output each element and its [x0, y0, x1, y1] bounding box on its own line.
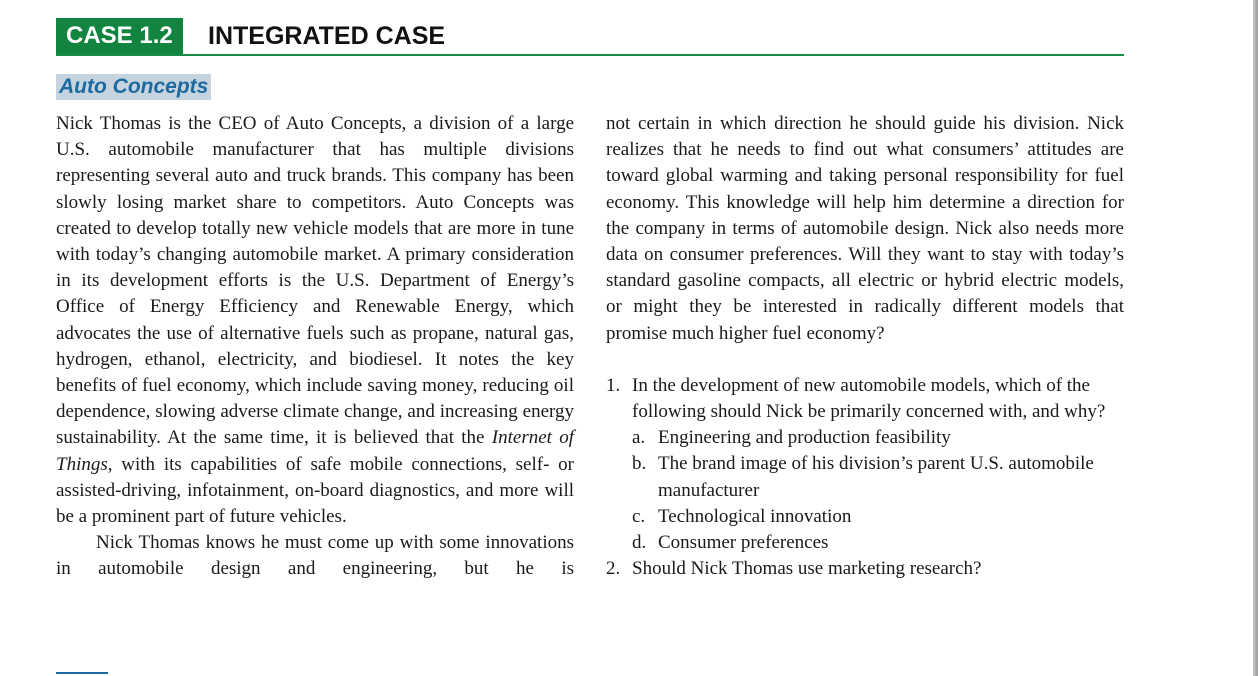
option-text: Consumer preferences [658, 532, 829, 554]
body-paragraph: Nick Thomas knows he must come up with some innovations in automobile design and engineering, but he is [56, 532, 574, 580]
question-item [606, 373, 1124, 556]
option-item [632, 425, 1124, 451]
option-item [632, 504, 1124, 530]
body-paragraph-continued: not certain in which direction he should guide his division. Nick realizes that he needs to find out what consumers’ attitudes are toward global warming and taking personal responsibility for fuel economy. This knowledge will help him determine a direction for the company in terms of automobile design. Nick also needs more data on consumer preferences. Will they want to stay with today’s standard gasoline compacts, all electric or hybrid electric models, or might they be interested in radically different models that promise much higher fuel economy? [606, 113, 1124, 344]
right-column [606, 111, 1124, 582]
case-type-title: INTEGRATED CASE [208, 22, 446, 50]
question-item [606, 556, 1124, 582]
option-letter: c. [632, 505, 646, 527]
paragraph-text: , with its capabilities of safe mobile connections, self- or assisted-driving, infotainment, on-board diagnostics, and more will be a prominent part of future vehicles. [56, 453, 574, 528]
question-number: 2. [606, 558, 621, 580]
answer-options [632, 425, 1124, 556]
question-number: 1. [606, 374, 621, 396]
body-paragraph [56, 111, 574, 530]
case-header [56, 18, 1124, 56]
next-heading-fragment [56, 668, 116, 676]
left-column [56, 111, 574, 583]
option-letter: b. [632, 453, 647, 475]
viewer-scrollbar-edge[interactable] [1253, 0, 1258, 676]
paragraph-text: Nick Thomas is the CEO of Auto Concepts, a division of a large U.S. automobile manufacturer that has multiple divisions representing several auto and truck brands. This company has been slowly losing market share to competitors. Auto Concepts was created to develop totally new vehicle models that are more in tune with today’s changing automobile market. A primary consideration in its development efforts is the U.S. Department of Energy’s Office of Energy Efficiency and Renewable Energy, which advocates the use of alternative fuels such as propane, natural gas, hydrogen, ethanol, electricity, and biodiesel. It notes the key benefits of fuel economy, which include saving money, reducing oil dependence, slowing adverse climate change, and increasing energy sustainability. At the same time, it is believed that the [56, 113, 574, 449]
option-letter: d. [632, 532, 647, 554]
question-text: In the development of new automobile models, which of the following should Nick be primarily concerned with, and why? [632, 374, 1106, 423]
case-number-badge: CASE 1.2 [56, 18, 183, 54]
option-item [632, 451, 1124, 503]
option-text: The brand image of his division’s parent U.S. automobile manufacturer [658, 453, 1094, 501]
question-text: Should Nick Thomas use marketing research? [632, 558, 982, 580]
option-letter: a. [632, 427, 646, 449]
option-text: Engineering and production feasibility [658, 427, 951, 449]
question-body [632, 373, 1124, 556]
case-subtitle: Auto Concepts [56, 74, 211, 100]
option-text: Technological innovation [658, 505, 852, 527]
italic-term: Internet of Things [56, 427, 574, 475]
option-item [632, 530, 1124, 556]
case-questions [606, 373, 1124, 583]
